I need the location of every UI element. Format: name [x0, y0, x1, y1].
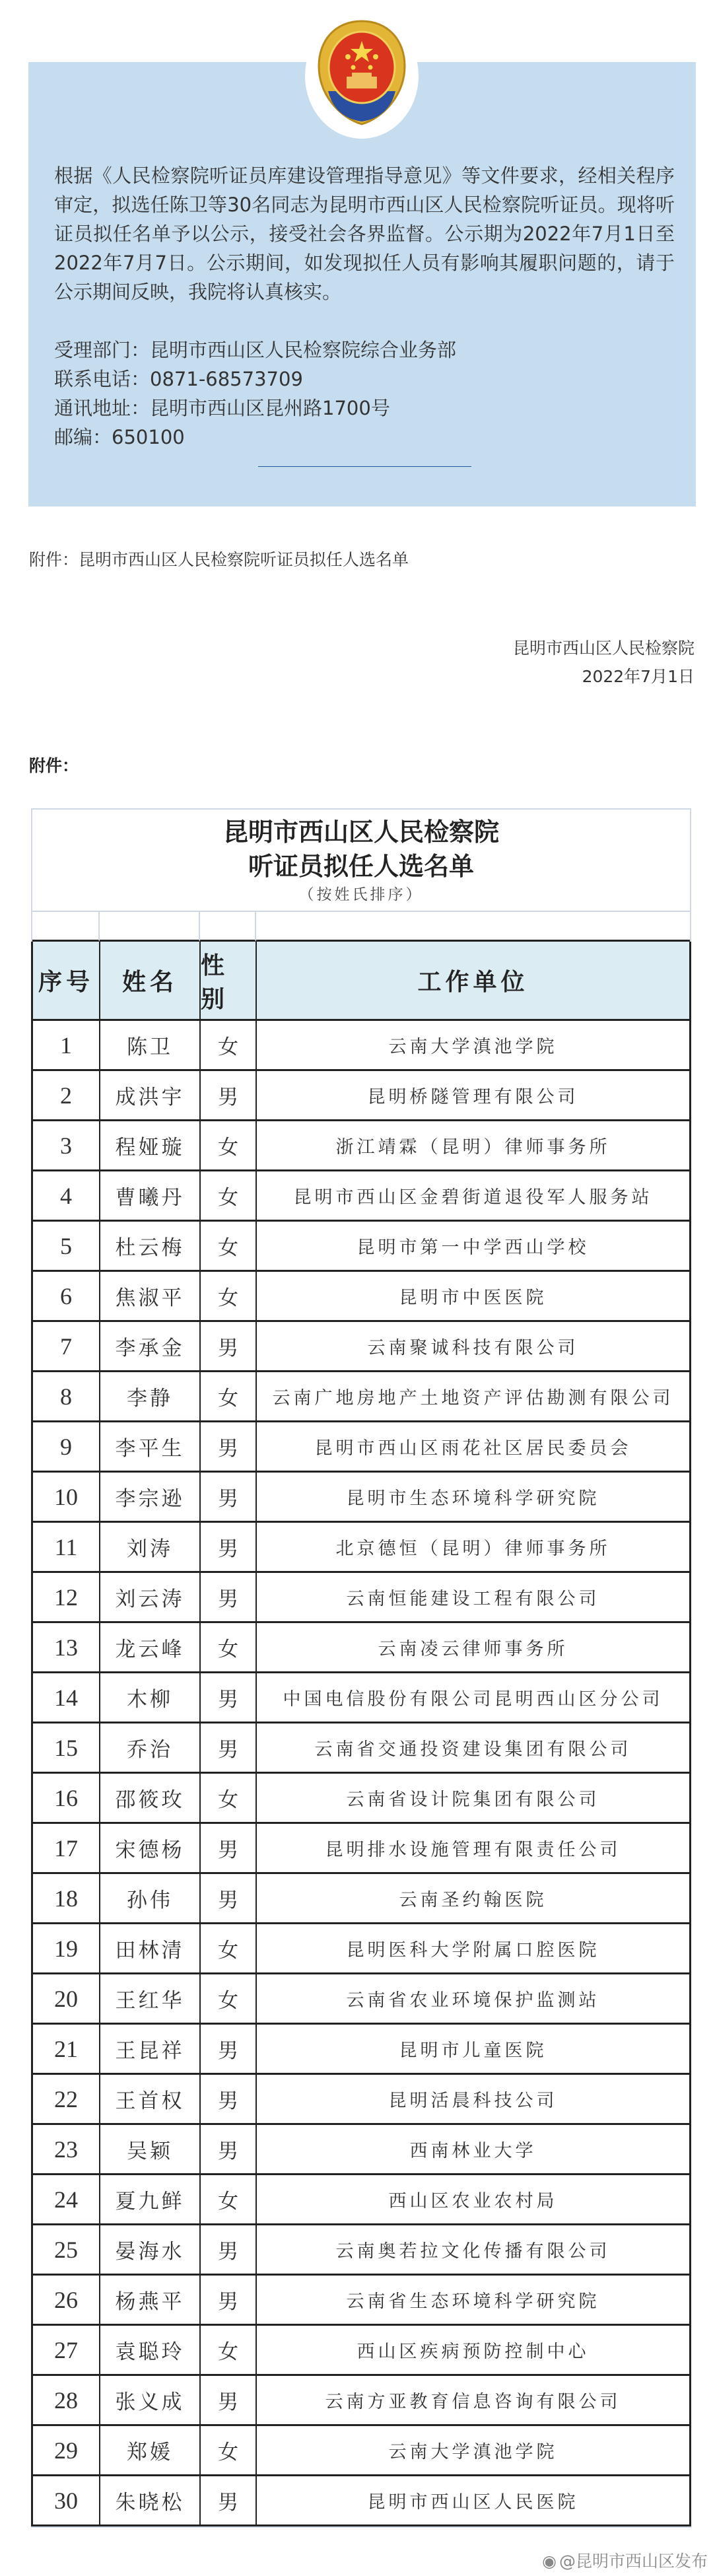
row-gender: 男	[201, 1422, 257, 1473]
row-name: 宋德杨	[100, 1824, 201, 1874]
table-row	[33, 1473, 689, 1523]
row-workplace: 西山区疾病预防控制中心	[257, 2326, 689, 2376]
row-number: 1	[33, 1021, 100, 1071]
row-workplace: 云南大学滇池学院	[257, 1021, 689, 1071]
table-row	[33, 1673, 689, 1723]
row-gender: 男	[201, 1322, 257, 1372]
row-number: 10	[33, 1473, 100, 1523]
contact-phone	[54, 365, 675, 394]
row-gender: 男	[201, 2225, 257, 2276]
row-workplace: 云南方亚教育信息咨询有限公司	[257, 2376, 689, 2426]
contact-label: 受理部门：	[54, 339, 151, 361]
weibo-icon: ◉	[542, 2552, 557, 2571]
header-number: 序号	[33, 942, 100, 1021]
row-number: 15	[33, 1723, 100, 1774]
row-workplace: 昆明市中医医院	[257, 1272, 689, 1322]
row-name: 刘云涛	[100, 1573, 201, 1623]
spacer-cell	[32, 912, 100, 942]
table-row	[33, 2075, 689, 2125]
row-workplace: 云南凌云律师事务所	[257, 1623, 689, 1673]
row-number: 25	[33, 2225, 100, 2276]
contact-label: 通讯地址：	[54, 397, 151, 419]
row-gender: 女	[201, 2175, 257, 2225]
procuratorate-emblem-icon	[315, 18, 409, 127]
table-row	[33, 2175, 689, 2225]
watermark-text: @昆明市西山区发布	[559, 2552, 708, 2571]
row-name: 张义成	[100, 2376, 201, 2426]
row-workplace: 昆明市西山区金碧街道退役军人服务站	[257, 1171, 689, 1222]
row-workplace: 云南省生态环境科学研究院	[257, 2276, 689, 2326]
row-number: 24	[33, 2175, 100, 2225]
row-gender: 男	[201, 1071, 257, 1121]
row-gender: 男	[201, 2125, 257, 2175]
row-name: 程娅璇	[100, 1121, 201, 1171]
table-row	[33, 1573, 689, 1623]
row-number: 2	[33, 1071, 100, 1121]
table-row	[33, 1723, 689, 1774]
row-number: 19	[33, 1924, 100, 1974]
row-gender: 女	[201, 1974, 257, 2025]
row-workplace: 昆明活晨科技公司	[257, 2075, 689, 2125]
row-number: 17	[33, 1824, 100, 1874]
contact-value: 昆明市西山区人民检察院综合业务部	[150, 339, 457, 361]
table-row	[33, 1824, 689, 1874]
row-name: 杨燕平	[100, 2276, 201, 2326]
table-row	[33, 2326, 689, 2376]
row-number: 29	[33, 2426, 100, 2476]
row-gender: 女	[201, 2426, 257, 2476]
contact-value: 650100	[112, 426, 185, 448]
row-number: 21	[33, 2025, 100, 2075]
row-name: 龙云峰	[100, 1623, 201, 1673]
table-row	[33, 2225, 689, 2276]
signature-date: 2022年7月1日	[582, 667, 695, 686]
watermark	[542, 2551, 708, 2572]
row-number: 27	[33, 2326, 100, 2376]
table-spacer-row	[32, 912, 690, 942]
row-name: 郑媛	[100, 2426, 201, 2476]
row-gender: 女	[201, 1121, 257, 1171]
row-number: 14	[33, 1673, 100, 1723]
row-name: 邵筱玫	[100, 1774, 201, 1824]
table-row	[33, 1121, 689, 1171]
row-gender: 女	[201, 1924, 257, 1974]
table-row	[33, 1974, 689, 2025]
row-name: 吴颖	[100, 2125, 201, 2175]
table-title-block	[32, 810, 690, 912]
row-name: 王红华	[100, 1974, 201, 2025]
table-body	[31, 942, 691, 2526]
row-gender: 男	[201, 2476, 257, 2526]
contact-value: 昆明市西山区昆州路1700号	[150, 397, 390, 419]
table-row	[33, 1523, 689, 1573]
row-name: 李宗逊	[100, 1473, 201, 1523]
row-gender: 女	[201, 1222, 257, 1272]
row-number: 13	[33, 1623, 100, 1673]
row-name: 晏海水	[100, 2225, 201, 2276]
table-row	[33, 2025, 689, 2075]
row-gender: 女	[201, 1171, 257, 1222]
signature-org: 昆明市西山区人民检察院	[512, 639, 695, 658]
row-number: 22	[33, 2075, 100, 2125]
row-workplace: 西南林业大学	[257, 2125, 689, 2175]
table-title-line2: 听证员拟任人选名单	[248, 853, 474, 881]
table-row	[33, 1874, 689, 1924]
row-workplace: 昆明排水设施管理有限责任公司	[257, 1824, 689, 1874]
row-name: 李平生	[100, 1422, 201, 1473]
header-name: 姓名	[100, 942, 201, 1021]
row-gender: 男	[201, 2276, 257, 2326]
row-name: 李承金	[100, 1322, 201, 1372]
row-number: 28	[33, 2376, 100, 2426]
table-row	[33, 1071, 689, 1121]
row-workplace: 昆明市西山区人民医院	[257, 2476, 689, 2526]
row-gender: 女	[201, 1774, 257, 1824]
spacer-cell	[256, 912, 690, 942]
row-workplace: 中国电信股份有限公司昆明西山区分公司	[257, 1673, 689, 1723]
row-number: 18	[33, 1874, 100, 1924]
row-gender: 女	[201, 1372, 257, 1422]
row-number: 8	[33, 1372, 100, 1422]
candidate-table	[31, 808, 691, 2528]
table-row	[33, 2426, 689, 2476]
row-workplace: 云南省交通投资建设集团有限公司	[257, 1723, 689, 1774]
row-number: 26	[33, 2276, 100, 2326]
row-name: 田林清	[100, 1924, 201, 1974]
divider	[258, 466, 471, 467]
table-header-row	[33, 942, 689, 1021]
row-name: 刘涛	[100, 1523, 201, 1573]
table-row	[33, 1322, 689, 1372]
table-row	[33, 2276, 689, 2326]
row-gender: 女	[201, 1021, 257, 1071]
row-name: 焦淑平	[100, 1272, 201, 1322]
notice-paragraph: 根据《人民检察院听证员库建设管理指导意见》等文件要求，经相关程序审定，拟选任陈卫等30名同志为昆明市西山区人民检察院听证员。现将听证员拟任名单予以公示，接受社会各界监督。公示期为2022年7月1日至2022年7月7日。公示期间，如发现拟任人员有影响其履职问题的，请于公示期间反映，我院将认真核实。	[54, 164, 675, 303]
row-number: 9	[33, 1422, 100, 1473]
attachment-line: 附件：昆明市西山区人民检察院听证员拟任人选名单	[29, 550, 409, 569]
row-name: 夏九鲜	[100, 2175, 201, 2225]
table-row	[33, 1372, 689, 1422]
row-number: 30	[33, 2476, 100, 2526]
row-number: 7	[33, 1322, 100, 1372]
row-name: 木柳	[100, 1673, 201, 1723]
row-name: 袁聪玲	[100, 2326, 201, 2376]
row-workplace: 昆明市第一中学西山学校	[257, 1222, 689, 1272]
row-gender: 男	[201, 1523, 257, 1573]
row-number: 16	[33, 1774, 100, 1824]
row-workplace: 昆明市生态环境科学研究院	[257, 1473, 689, 1523]
table-row	[33, 1774, 689, 1824]
row-number: 5	[33, 1222, 100, 1272]
row-name: 朱晓松	[100, 2476, 201, 2526]
row-workplace: 云南圣约翰医院	[257, 1874, 689, 1924]
row-workplace: 昆明医科大学附属口腔医院	[257, 1924, 689, 1974]
header-workplace: 工作单位	[257, 942, 689, 1021]
row-workplace: 西山区农业农村局	[257, 2175, 689, 2225]
row-workplace: 云南广地房地产土地资产评估勘测有限公司	[257, 1372, 689, 1422]
table-row	[33, 1924, 689, 1974]
contact-address	[54, 394, 675, 423]
row-name: 王昆祥	[100, 2025, 201, 2075]
table-row	[33, 2376, 689, 2426]
table-row	[33, 1222, 689, 1272]
table-row	[33, 1021, 689, 1071]
row-gender: 男	[201, 1874, 257, 1924]
table-row	[33, 1171, 689, 1222]
table-row	[33, 1623, 689, 1673]
row-workplace: 云南聚诚科技有限公司	[257, 1322, 689, 1372]
row-gender: 男	[201, 2075, 257, 2125]
row-name: 李静	[100, 1372, 201, 1422]
row-number: 3	[33, 1121, 100, 1171]
table-title-line1: 昆明市西山区人民检察院	[222, 819, 499, 847]
row-gender: 男	[201, 1824, 257, 1874]
header-gender: 性别	[201, 942, 257, 1021]
row-name: 王首权	[100, 2075, 201, 2125]
row-workplace: 昆明市儿童医院	[257, 2025, 689, 2075]
row-number: 20	[33, 1974, 100, 2025]
row-number: 12	[33, 1573, 100, 1623]
table-row	[33, 2125, 689, 2175]
contact-value[interactable]: 0871-68573709	[150, 368, 303, 390]
row-gender: 男	[201, 1723, 257, 1774]
row-workplace: 昆明市西山区雨花社区居民委员会	[257, 1422, 689, 1473]
row-number: 6	[33, 1272, 100, 1322]
spacer-cell	[200, 912, 256, 942]
row-workplace: 云南奥若拉文化传播有限公司	[257, 2225, 689, 2276]
attachment-label: 附件：	[29, 756, 79, 775]
row-workplace: 云南省农业环境保护监测站	[257, 1974, 689, 2025]
contact-department	[54, 335, 675, 365]
row-name: 孙伟	[100, 1874, 201, 1924]
table-subtitle: （按姓氏排序）	[298, 886, 424, 903]
row-workplace: 云南省设计院集团有限公司	[257, 1774, 689, 1824]
row-workplace: 云南大学滇池学院	[257, 2426, 689, 2476]
spacer-cell	[100, 912, 200, 942]
contact-label: 联系电话：	[54, 368, 151, 390]
table-row	[33, 1422, 689, 1473]
row-gender: 男	[201, 1473, 257, 1523]
row-gender: 男	[201, 2025, 257, 2075]
row-workplace: 云南恒能建设工程有限公司	[257, 1573, 689, 1623]
table-row	[33, 1272, 689, 1322]
row-name: 乔治	[100, 1723, 201, 1774]
row-name: 曹曦丹	[100, 1171, 201, 1222]
row-name: 陈卫	[100, 1021, 201, 1071]
table-row	[33, 2476, 689, 2526]
row-workplace: 北京德恒（昆明）律师事务所	[257, 1523, 689, 1573]
row-gender: 女	[201, 1272, 257, 1322]
row-workplace: 昆明桥隧管理有限公司	[257, 1071, 689, 1121]
row-gender: 男	[201, 1673, 257, 1723]
row-name: 成洪宇	[100, 1071, 201, 1121]
row-gender: 女	[201, 1623, 257, 1673]
row-number: 11	[33, 1523, 100, 1573]
row-gender: 男	[201, 1573, 257, 1623]
contact-postcode	[54, 423, 675, 452]
row-name: 杜云梅	[100, 1222, 201, 1272]
row-workplace: 浙江靖霖（昆明）律师事务所	[257, 1121, 689, 1171]
contact-label: 邮编：	[54, 426, 112, 448]
row-gender: 男	[201, 2376, 257, 2426]
row-gender: 女	[201, 2326, 257, 2376]
row-number: 23	[33, 2125, 100, 2175]
row-number: 4	[33, 1171, 100, 1222]
